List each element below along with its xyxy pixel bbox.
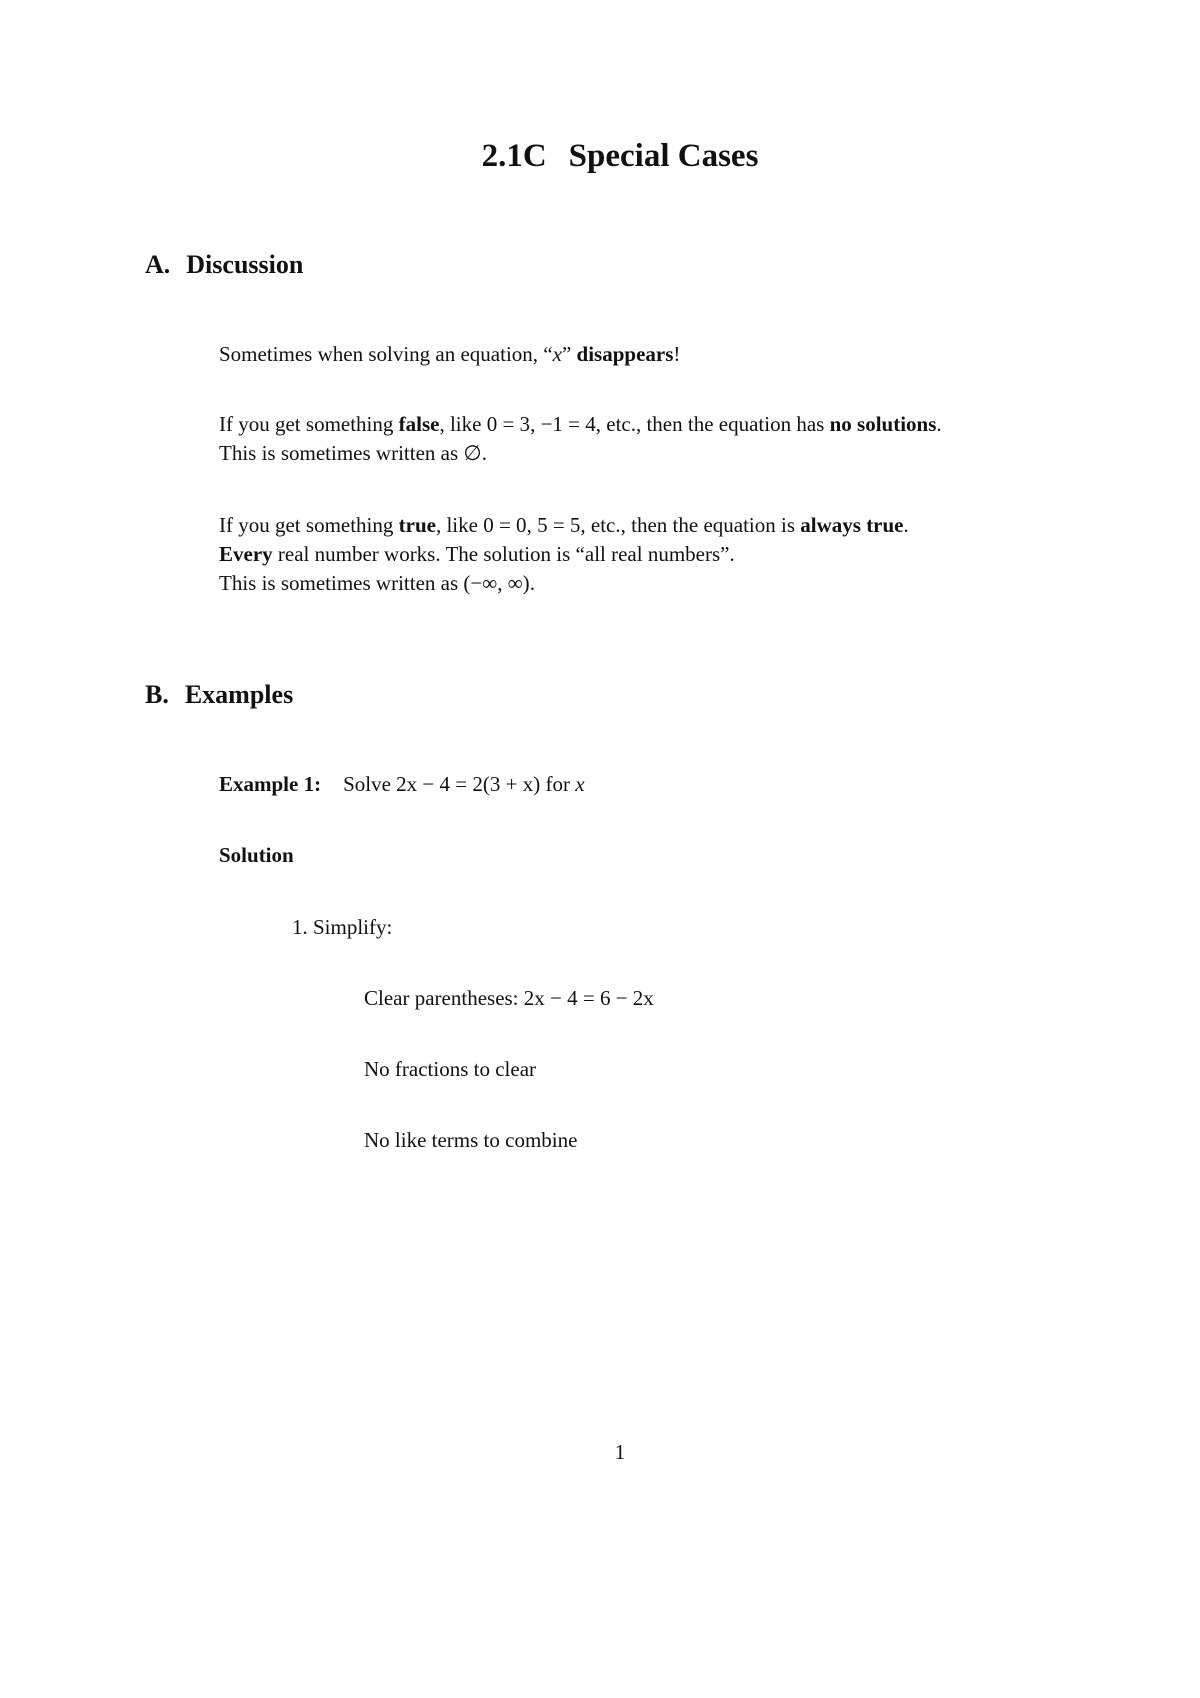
equation: 2x − 4 = 2(3 + x) [396,772,541,796]
section-title: Examples [184,680,294,709]
equation: 5 = 5 [537,513,581,537]
section-letter: A. [145,250,171,279]
paragraph-empty-set: This is sometimes written as ∅. [219,441,487,465]
section-heading-examples [145,680,293,710]
clear-parentheses-step: Clear parentheses: 2x − 4 = 6 − 2x [364,986,654,1010]
step-1: 1. Simplify: [292,915,393,939]
paragraph-interval: This is sometimes written as (−∞, ∞). [219,571,535,595]
example-1: Example 1: Solve 2x − 4 = 2(3 + x) for x [219,772,585,796]
paragraph-x-disappears: Sometimes when solving an equation, “x” disappears! [219,342,681,366]
title-text: Special Cases [568,138,759,174]
page-number: 1 [614,1440,626,1464]
paragraph-false-case: If you get something false, like 0 = 3, −1 = 4, etc., then the equation has no solutions. [219,412,942,436]
equation: 2x − 4 = 6 − 2x [523,986,654,1010]
example-label: Example 1: [219,772,322,796]
paragraph-every-real: Every real number works. The solution is “all real numbers”. [219,542,735,566]
paragraph-true-case: If you get something true, like 0 = 0, 5 = 5, etc., then the equation is always true. [219,513,909,537]
empty-set-symbol: ∅ [463,441,482,465]
equation: 0 = 0 [483,513,527,537]
page-title [0,138,1200,175]
interval-notation: (−∞, ∞) [463,571,530,595]
title-number: 2.1C [481,138,547,174]
equation: 0 = 3 [486,412,531,436]
section-heading-discussion [145,250,303,280]
no-fractions-step: No fractions to clear [364,1057,537,1081]
section-title: Discussion [186,250,304,279]
no-like-terms-step: No like terms to combine [364,1128,578,1152]
section-letter: B. [145,680,169,709]
equation: −1 = 4 [540,412,596,436]
solution-label: Solution [219,843,294,867]
